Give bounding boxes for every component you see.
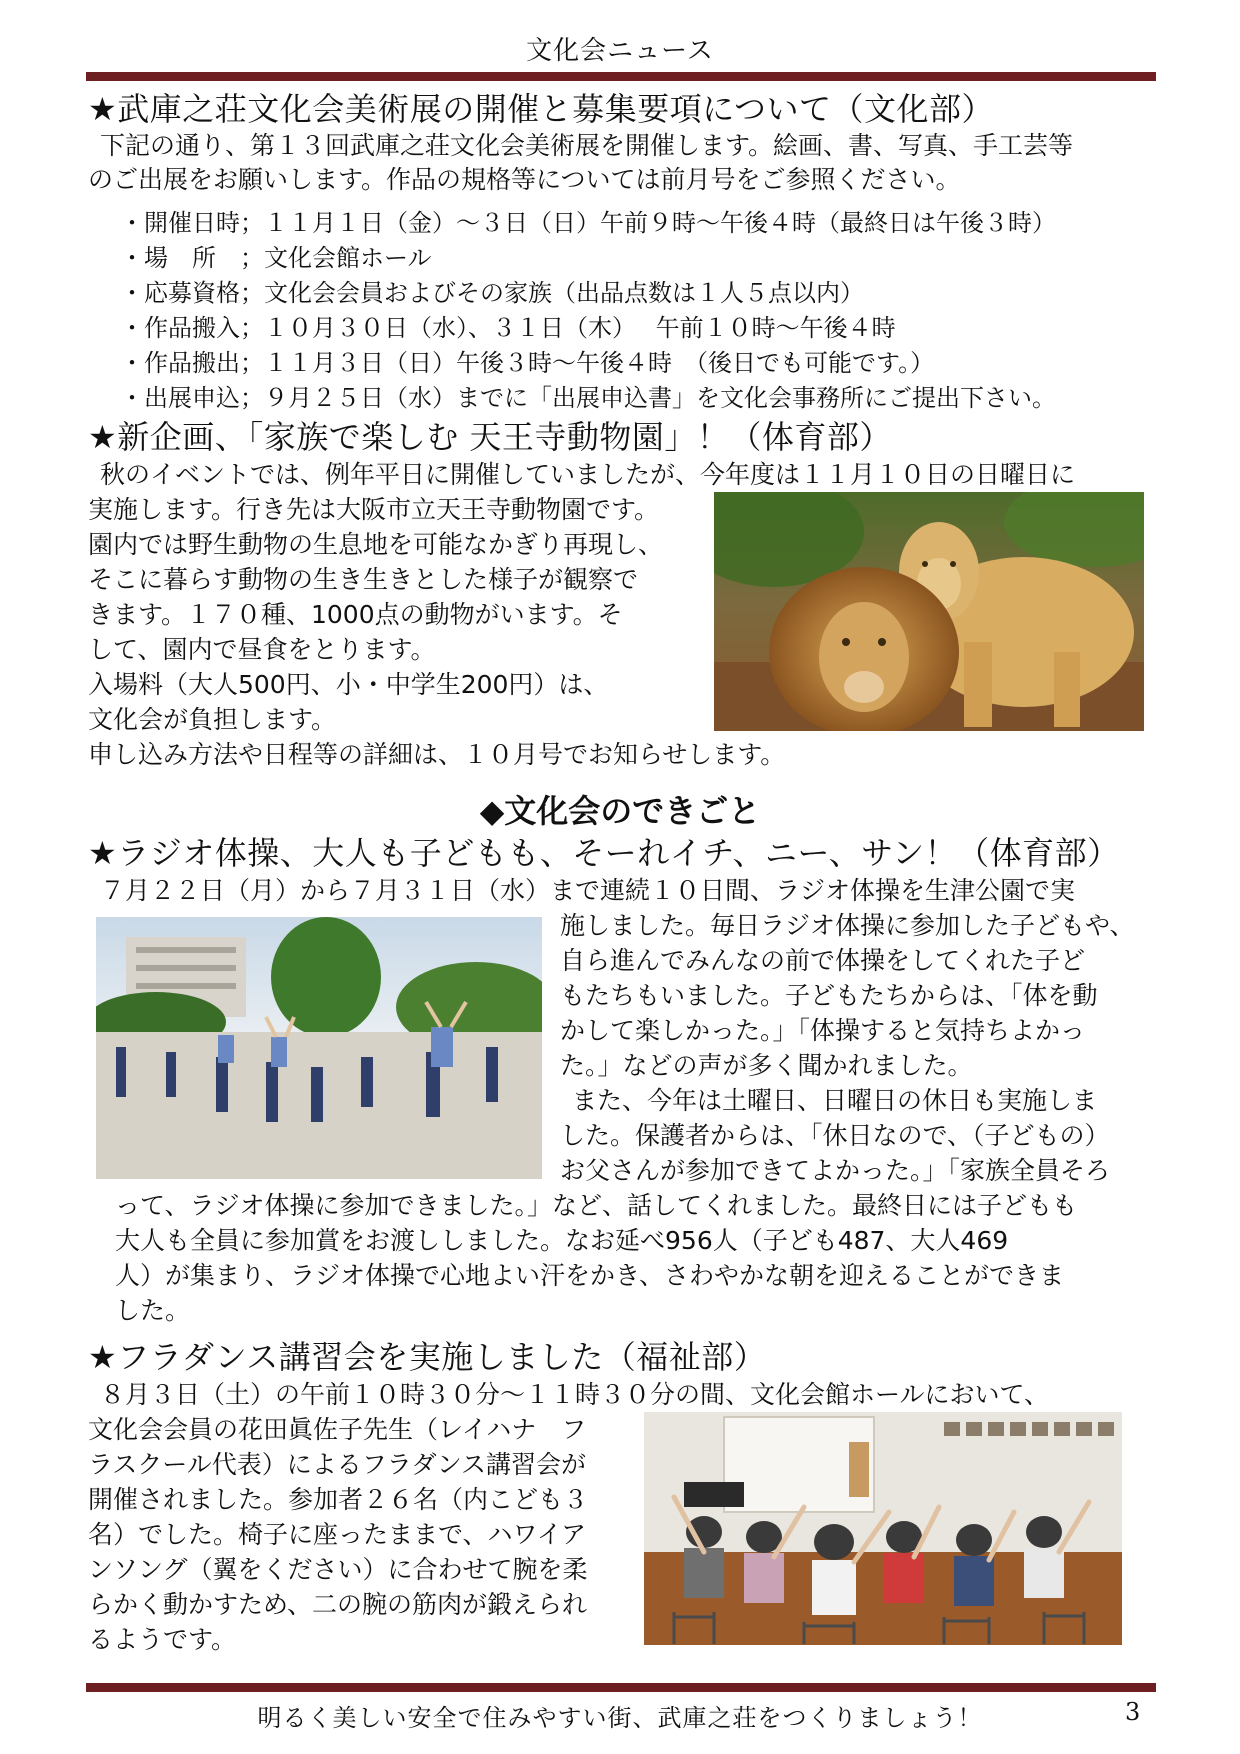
- hula-line: 名）でした。椅子に座ったままで、ハワイア: [88, 1520, 587, 1549]
- zoo-line: 申し込み方法や日程等の詳細は、１０月号でお知らせします。: [88, 740, 786, 769]
- zoo-line: きます。１７０種、1000点の動物がいます。そ: [88, 600, 623, 629]
- radio-line: した。: [115, 1296, 191, 1325]
- header-rule: [86, 72, 1156, 81]
- hula-line: ラスクール代表）によるフラダンス講習会が: [88, 1450, 587, 1479]
- zoo-line: 文化会が負担します。: [88, 705, 337, 734]
- hula-class-photo: [644, 1412, 1122, 1645]
- footer-rule: [86, 1683, 1156, 1692]
- radio-line: お父さんが参加できてよかった。」「家族全員そろ: [560, 1156, 1111, 1185]
- events-section-title: ◆文化会のできごと: [479, 792, 761, 830]
- art-list-item-place: ・場 所 ；文化会館ホール: [120, 244, 432, 272]
- art-list-item-application: ・出展申込；９月２５日（水）までに「出展申込書」を文化会事務所にご提出下さい。: [120, 384, 1056, 412]
- art-list-item-delivery: ・作品搬入；１０月３０日（水）、３１日（木） 午前１０時～午後４時: [120, 314, 896, 342]
- radio-line: した。保護者からは、「休日なので、（子どもの）: [560, 1121, 1110, 1150]
- radio-exercise-photo: [96, 917, 542, 1179]
- hula-line: るようです。: [88, 1625, 237, 1654]
- zoo-line: 秋のイベントでは、例年平日に開催していましたが、今年度は１１月１０日の日曜日に: [100, 460, 1076, 489]
- radio-line: 人）が集まり、ラジオ体操で心地よい汗をかき、さわやかな朝を迎えることができま: [115, 1261, 1065, 1290]
- radio-line: た。」などの声が多く聞かれました。: [560, 1051, 973, 1080]
- radio-line: また、今年は土曜日、日曜日の休日も実施しま: [572, 1086, 1098, 1115]
- zoo-line: 入場料（大人500円、小・中学生200円）は、: [88, 670, 609, 699]
- radio-line: ７月２２日（月）から７月３１日（水）まで連続１０日間、ラジオ体操を生津公園で実: [100, 876, 1076, 905]
- radio-exercise-illustration: [96, 917, 542, 1179]
- footer-slogan: 明るく美しい安全で住みやすい街、武庫之荘をつくりましょう！: [257, 1704, 983, 1732]
- art-intro-line: のご出展をお願いします。作品の規格等については前月号をご参照ください。: [88, 165, 961, 194]
- radio-line: 大人も全員に参加賞をお渡ししました。なお延べ956人（子ども487、大人469: [115, 1226, 1009, 1255]
- hula-class-illustration: [644, 1412, 1122, 1645]
- zoo-line: して、園内で昼食をとります。: [88, 635, 436, 664]
- page-number: 3: [1125, 1698, 1141, 1726]
- zoo-heading: ★新企画、「家族で楽しむ 天王寺動物園」！（体育部）: [88, 418, 892, 456]
- hula-line: らかく動かすため、二の腕の筋肉が鍛えられ: [88, 1590, 588, 1619]
- zoo-line: 園内では野生動物の生息地を可能なかぎり再現し、: [88, 530, 664, 559]
- hula-heading: ★フラダンス講習会を実施しました（福祉部）: [88, 1338, 767, 1376]
- art-intro-line: 下記の通り、第１３回武庫之荘文化会美術展を開催します。絵画、書、写真、手工芸等: [100, 131, 1074, 160]
- zoo-line: そこに暮らす動物の生き生きとした様子が観察で: [88, 565, 639, 594]
- hula-line: 開催されました。参加者２６名（内こども３: [88, 1485, 589, 1514]
- radio-heading: ★ラジオ体操、大人も子どもも、そーれイチ、ニー、サン！（体育部）: [88, 834, 1120, 872]
- radio-line: もたちもいました。子どもたちからは、「体を動: [560, 981, 1098, 1010]
- radio-line: かして楽しかった。」「体操すると気持ちよかっ: [560, 1016, 1086, 1045]
- radio-line: って、ラジオ体操に参加できました。」など、話してくれました。最終日には子どもも: [115, 1191, 1078, 1220]
- art-list-item-eligibility: ・応募資格；文化会会員およびその家族（出品点数は１人５点以内）: [120, 279, 864, 307]
- hula-line: ８月３日（土）の午前１０時３０分～１１時３０分の間、文化会館ホールにおいて、: [100, 1380, 1050, 1409]
- zoo-line: 実施します。行き先は大阪市立天王寺動物園です。: [88, 495, 660, 524]
- header-title: 文化会ニュース: [526, 36, 714, 66]
- art-list-item-pickup: ・作品搬出；１１月３日（日）午後３時～午後４時 （後日でも可能です。）: [120, 349, 935, 377]
- lions-illustration: [714, 492, 1144, 731]
- hula-line: ンソング（翼をください）に合わせて腕を柔: [88, 1555, 588, 1584]
- hula-line: 文化会会員の花田眞佐子先生（レイハナ フ: [88, 1415, 587, 1444]
- art-exhibition-heading: ★武庫之荘文化会美術展の開催と募集要項について（文化部）: [88, 90, 995, 128]
- art-list-item-date: ・開催日時；１１月１日（金）～３日（日）午前９時～午後４時（最終日は午後３時）: [120, 209, 1056, 237]
- radio-line: 自ら進んでみんなの前で体操をしてくれた子ど: [560, 946, 1086, 975]
- lions-photo: [714, 492, 1144, 731]
- radio-line: 施しました。毎日ラジオ体操に参加した子どもや、: [560, 911, 1135, 940]
